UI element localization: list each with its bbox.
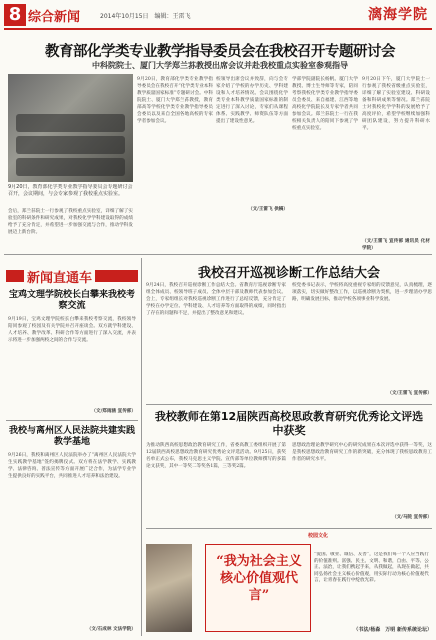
right-body-2: 9月20日下午，厦门大学院士一行参观了我校省级重点实验室，详细了解了实验室建设、科研设备和科研成果等情况。郑兰荪院士对我校化学学科的发展给予了高度评价，希望学校继续加强科研团队建设，努力提升科研水平。	[362, 77, 430, 131]
center-headline: 我校召开巡视诊断工作总结大会	[197, 266, 380, 281]
feature-label: 校园文化	[308, 533, 329, 539]
page-header	[0, 0, 436, 30]
brief-1-body: 9月19日，宝鸡文理学院校长白攀来我校考察交流，我校领导陪同参观了校园及有关学院并召开座谈会。双方就学科建设、人才培养、教学改革、科研合作等方面进行了深入交流，并表示将进一步加强两校之间的合作与交流。	[8, 317, 136, 343]
feature-photo	[146, 544, 192, 632]
brief-1-byline: （文/郑雨涵 宣传部）	[91, 409, 136, 414]
page-number: 8	[4, 4, 26, 26]
brief-2-byline: （文/石成林 文法学院）	[86, 627, 136, 632]
calligraphy-text: “我为社会主义核心价值观代言”	[216, 554, 302, 603]
header-rule	[4, 28, 432, 30]
dateline: 2014年10月15日 编辑：王雷飞	[100, 13, 191, 20]
lead-subhead: 中科院院士、厦门大学郑兰荪教授出席会议并赴我校重点实验室参观指导	[92, 61, 348, 70]
brief-2-body: 9月26日，我校和离州区人民法院举办了“离州区人民法院大学生实践教学基地”签约揭牌仪式。双方将在法学教学、实践教学、法律咨询、普法宣传等方面开展广泛合作，为法学专业学生提供良好的实践平台，共同推进人才培养和法治建设。	[8, 453, 136, 479]
brief-2-title: 我校与离州区人民法院共建实践教学基地	[8, 426, 135, 447]
calligraphy-panel	[205, 544, 311, 632]
news-express-banner	[6, 262, 138, 284]
right-byline: （文/王雷飞 宣传部 通讯员 化材学院）	[362, 239, 430, 251]
lead-byline: （文/王雷飞 供稿）	[247, 207, 288, 212]
lead-body-1: 9月20日，教育部化学类专业教学指导委员会在我校召开“化学类专业本科教学质量国家标准”专题研讨会。中科院院士、厦门大学郑兰荪教授，教育部高等学校化学类专业教学指导委员会委员以及来自全国各地高校的专家学者参加会议。	[137, 77, 213, 124]
feature-poem: “爱国、敬业、诚信、友善”，这是我们每一个人应当践行的价值准则。富强、民主、文明、和谐，自由、平等、公正、法治，让我们携起手来，从我做起，从现在做起，共同弘扬社会主义核心价值观，用实际行动为核心价值观代言，让青春在践行中绽放光彩。	[314, 552, 429, 584]
brief-divider	[6, 420, 138, 421]
feature-byline: （书法/杨森 万明 新传系统论坛）	[353, 627, 432, 633]
brief-1-title: 宝鸡文理学院校长白攀来我校考察交流	[8, 290, 135, 311]
divider-top	[4, 254, 432, 255]
masthead: 漓海学院	[368, 7, 428, 23]
center-byline: （文/王雷飞 宣传部）	[387, 391, 432, 396]
right-body-1: 学部学院副院长杨帆、厦门大学教授、博士生导师等专家，陪同考察我校化学类专业教学指导委员会委员、来自福建、江西等地高校化学院院长及专家学者共同参加会议。郑兰荪院士一行在我校相关负责人的陪同下参观了学校重点实验室。	[292, 77, 358, 131]
divider-bottom	[146, 528, 432, 529]
lead-body-3: 会后，郑兰荪院士一行参观了我校重点实验室，详细了解了实验室的科研条件和研究成果，对我校化学学科建设取得的成绩给予了充分肯定，并希望进一步加强交流与合作，推动学科发展迈上新台阶。	[8, 209, 133, 235]
lead-photo	[8, 74, 133, 182]
center-body-1: 9月24日，我校召开巡视诊断工作总结大会。省教育厅巡视诊断专家组全体成员、校领导班子成员、全体中层干部及教师代表参加会议。会上，专家组组长对我校巡视诊断工作进行了总结反馈，充分肯定了学校在办学定位、学科建设、人才培养等方面取得的成绩，同时指出了存在的问题和不足，并提出了整改意见和建议。	[146, 283, 286, 316]
award-byline: （文/马院 宣传部）	[391, 515, 432, 520]
column-divider	[141, 258, 142, 636]
award-body-2: 思想政治理论教学研究中心的研究成果在本次评选中获得一等奖，这是我校思想政治教育研究工作的新突破，充分体现了我校思政教育工作者的研究水平。	[292, 443, 432, 462]
lead-body-2: 校领导出席会议并致辞，向与会专家介绍了学校的办学历史、学科建设和人才培养情况。会议围绕化学类专业本科教学质量国家标准的制定进行了深入讨论，专家们从课程体系、实践教学、师资队伍等方面提出了建设性意见。	[216, 77, 288, 124]
award-body-1: 为推动陕西高校思想政治教育研究工作，省委高教工委组织开展了第12届陕西高校思想政治教育研究优秀论文评选活动。9月25日，获奖名单正式公布，我校马克思主义学院、宣传部等单位教师撰写的多篇论文获奖，其中一等奖二等奖各1篇，三等奖2篇。	[146, 443, 286, 469]
award-headline: 我校教师在第12届陕西高校思政教育研究优秀论文评选中获奖	[154, 410, 424, 437]
lead-photo-caption: 9月20日，教育部化学类专业教学指导委员会专题研讨会召开，会议期间，与会专家参观了我校重点实验室。	[8, 184, 133, 197]
news-express-label: 新闻直通车	[24, 267, 95, 286]
section-title: 综合新闻	[28, 10, 81, 25]
lead-headline: 教育部化学类专业教学指导委员会在我校召开专题研讨会	[45, 44, 395, 60]
center-body-2: 校党委书记表示，学校将高度重视专家组的反馈意见，认真梳理，逐项落实，切实做好整改工作，以巡视诊断为契机，进一步理清办学思路，明确发展目标，推动学校各项事业科学发展。	[292, 283, 432, 302]
divider-mid	[146, 404, 432, 405]
